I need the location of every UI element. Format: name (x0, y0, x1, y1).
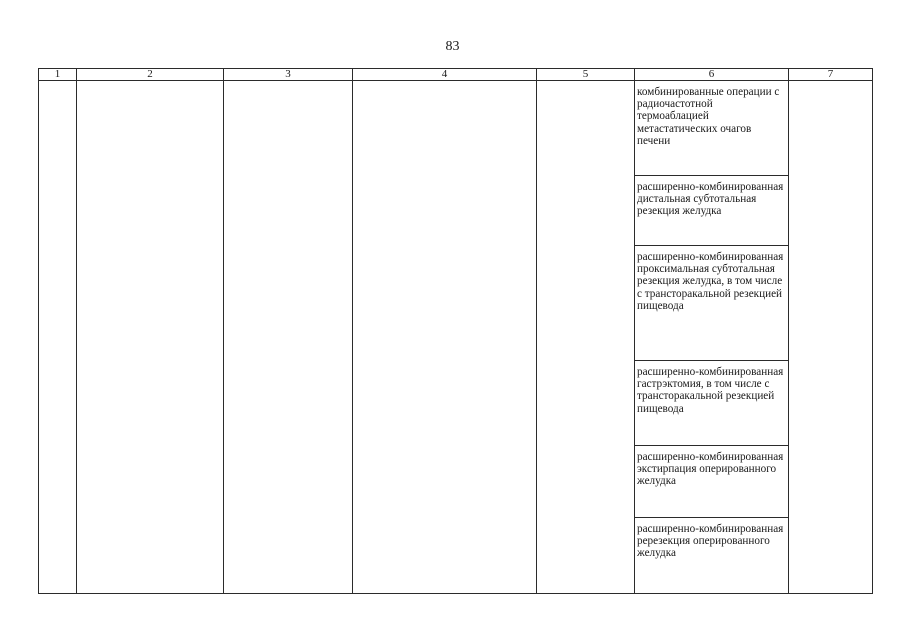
column-7-cell (789, 81, 873, 594)
column-header-6: 6 (635, 69, 789, 81)
column-header-2: 2 (77, 69, 224, 81)
procedure-entry: расширенно-комбинированная гастрэктомия, в том числе с трансторакальной резекцией пищевода (635, 361, 788, 446)
column-3-cell (224, 81, 353, 594)
procedure-entry: расширенно-комбинированная экстирпация оперированного желудка (635, 446, 788, 518)
procedure-entry: комбинированные операции с радиочастотной термоаблацией метастатических очагов печени (635, 81, 788, 176)
column-header-1: 1 (39, 69, 77, 81)
column-header-7: 7 (789, 69, 873, 81)
procedure-entry: расширенно-комбинированная дистальная субтотальная резекция желудка (635, 176, 788, 246)
column-6-cell (635, 81, 789, 594)
column-header-3: 3 (224, 69, 353, 81)
table-body-row (39, 81, 873, 594)
column-1-cell (39, 81, 77, 594)
column-5-cell (537, 81, 635, 594)
procedure-entry: расширенно-комбинированная ререзекция оперированного желудка (637, 523, 784, 560)
column-header-4: 4 (353, 69, 537, 81)
procedure-entry: расширенно-комбинированная проксимальная субтотальная резекция желудка, в том числе с трансторакальной резекцией пищевода (635, 246, 788, 361)
column-2-cell (77, 81, 224, 594)
procedures-table (38, 68, 873, 594)
page-number: 83 (445, 39, 460, 54)
column-header-5: 5 (537, 69, 635, 81)
column-4-cell (353, 81, 537, 594)
column-number-row (39, 69, 873, 81)
